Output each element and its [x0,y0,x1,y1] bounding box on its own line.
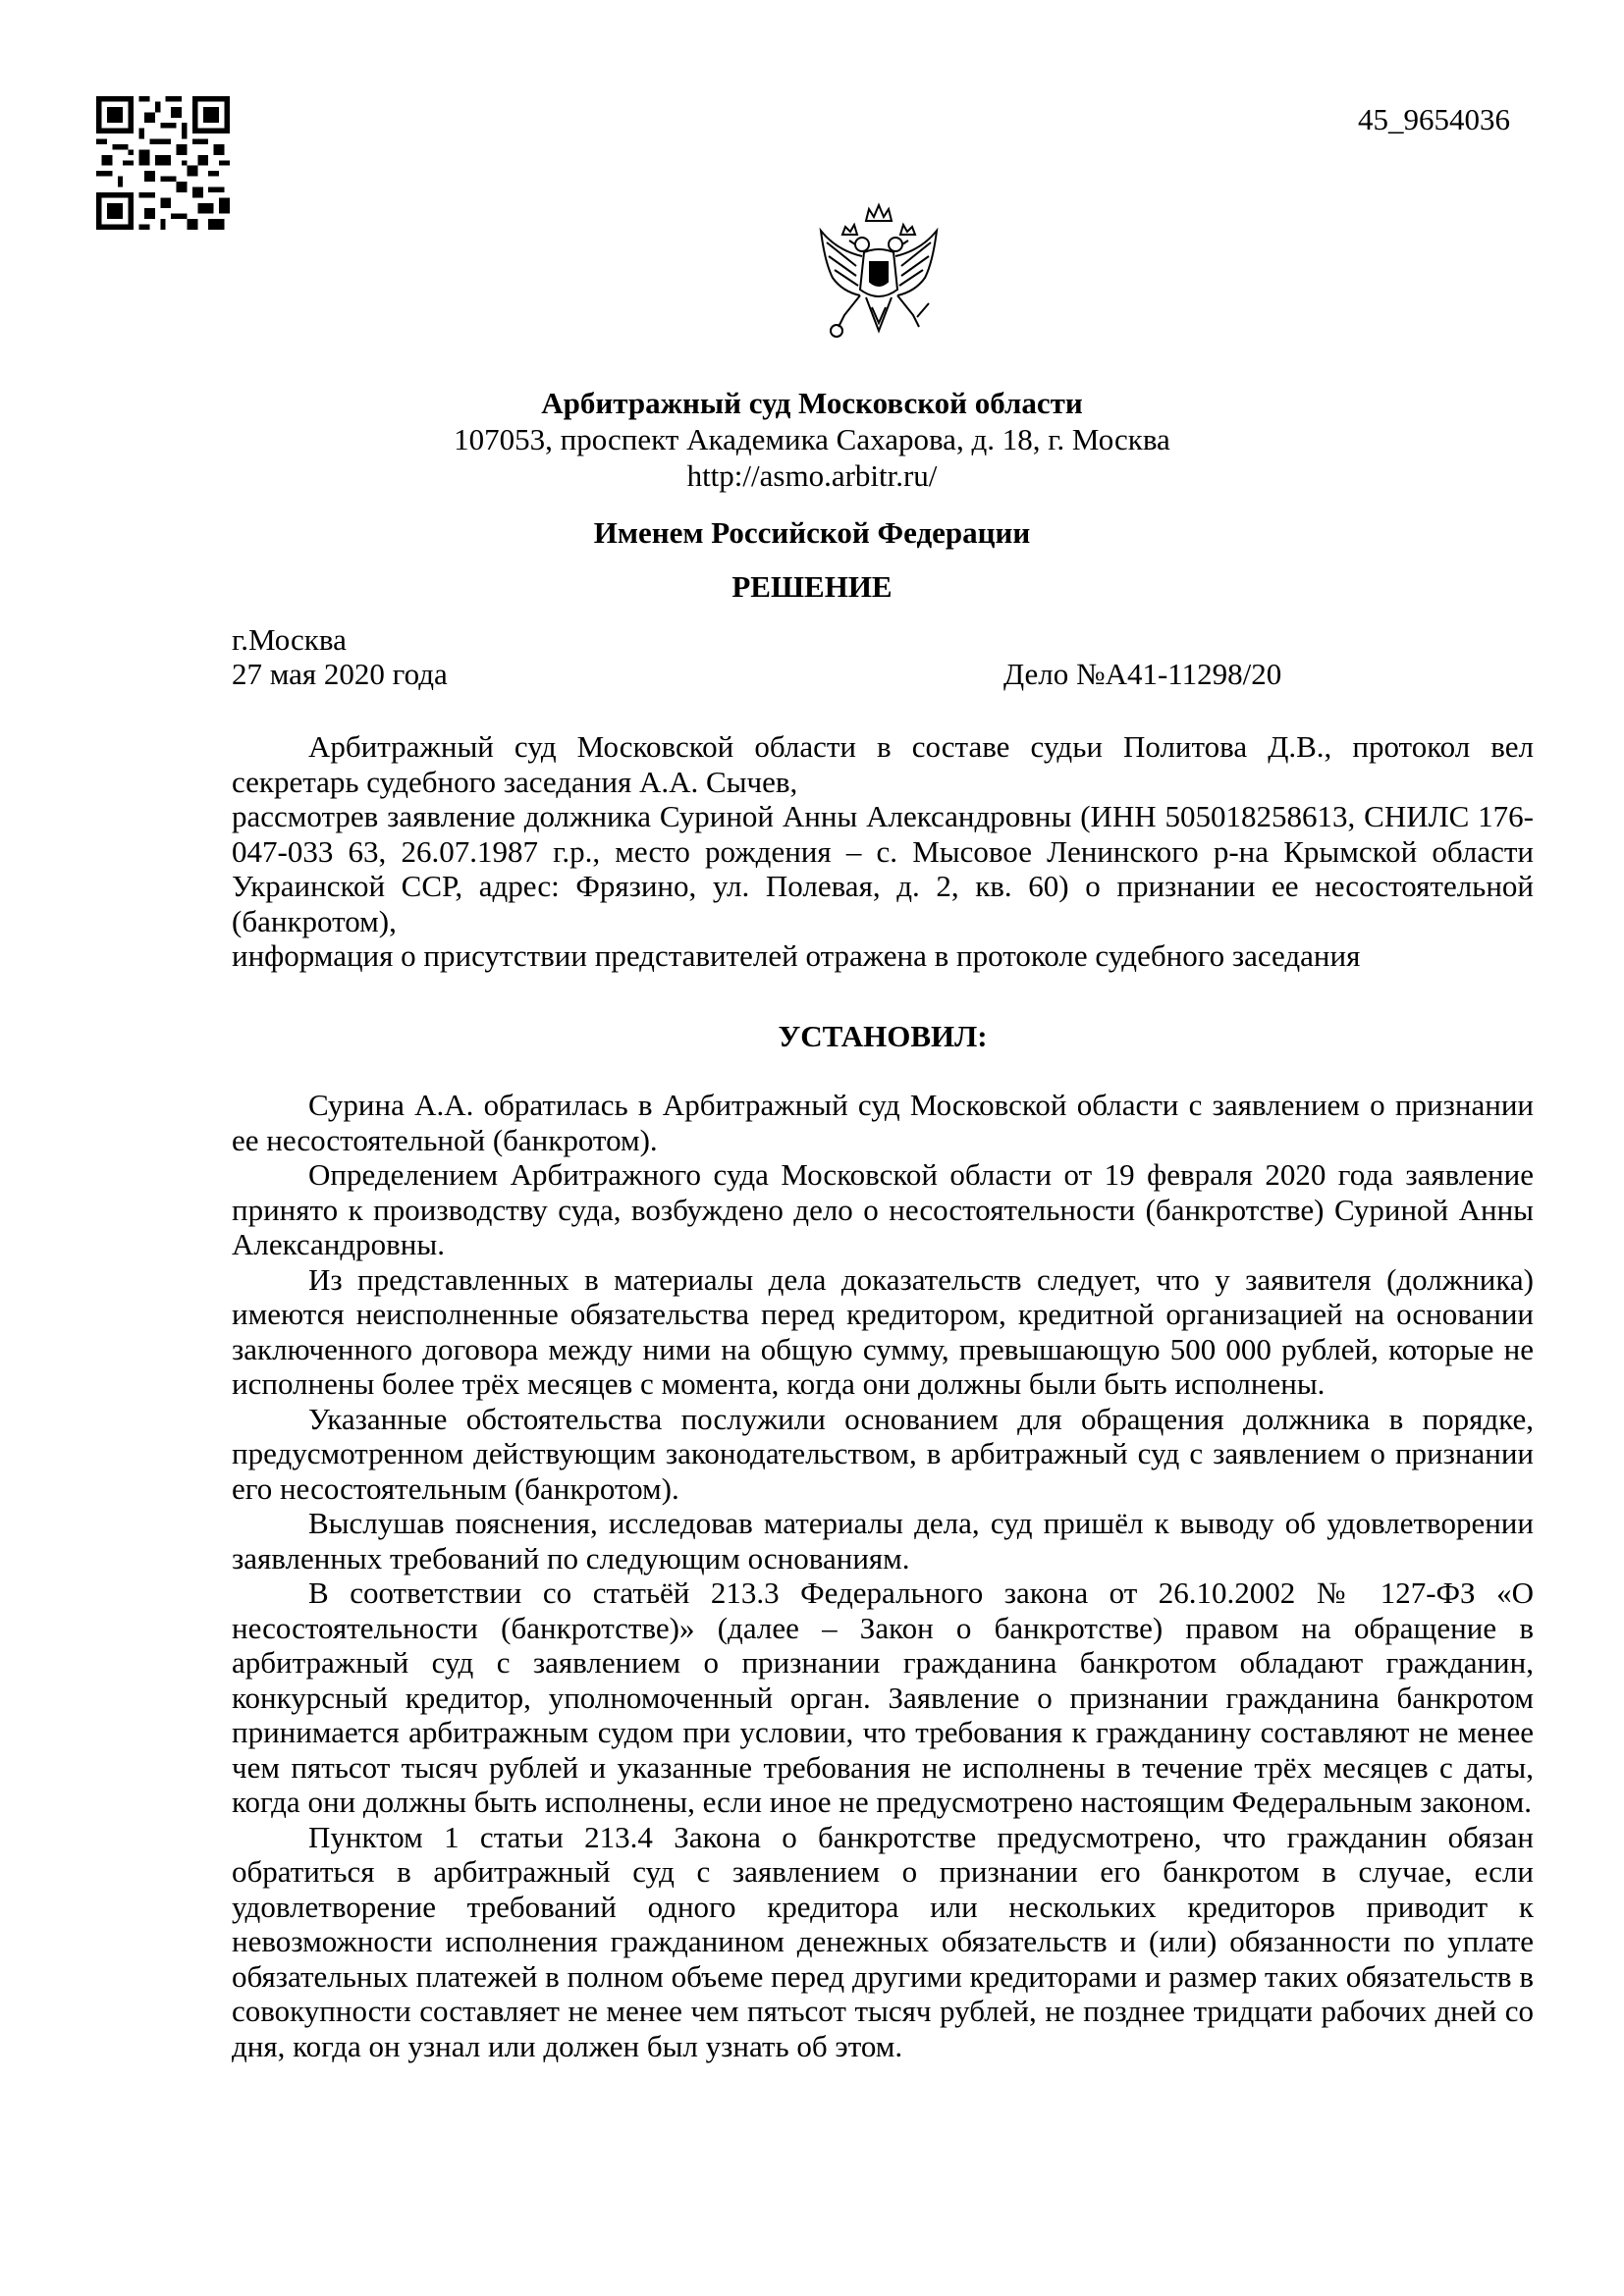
established-heading: УСТАНОВИЛ: [778,1019,988,1053]
body-paragraph: Сурина А.А. обратилась в Арбитражный суд Московской области с заявлением о признании ее несостоятельной (банкротом). [232,1088,1534,1157]
intro-paragraph: Арбитражный суд Московской области в составе судьи Политова Д.В., протокол вел секретарь судебного заседания А.А. Сычев, [232,729,1534,799]
court-address: 107053, проспект Академика Сахарова, д. 18, г. Москва [454,422,1170,456]
body-paragraph: Выслушав пояснения, исследовав материалы дела, суд пришёл к выводу об удовлетворении заявленных требований по следующим основаниям. [232,1506,1534,1575]
body-paragraph: Пунктом 1 статьи 213.4 Закона о банкротстве предусмотрено, что гражданин обязан обратиться в арбитражный суд с заявлением о признании его банкротом в случае, если удовлетворение требований одного кредитора или нескольких кредиторов приводит к невозможности исполнения гражданином денежных обязательств и (или) обязанности по уплате обязательных платежей в полном объеме перед другими кредиторами и размер таких обязательств в совокупности составляет не менее чем пятьсот тысяч рублей, не позднее тридцати рабочих дней со дня, когда он узнал или должен был узнать об этом. [232,1819,1534,2063]
established-section [232,1088,1534,2063]
court-name: Арбитражный суд Московской области [541,386,1083,420]
in-name-of: Именем Российской Федерации [593,515,1031,550]
body-paragraph: Определением Арбитражного суда Московской области от 19 февраля 2020 года заявление принято к производству суда, возбуждено дело о несостоятельности (банкротстве) Суриной Анны Александровны. [232,1157,1534,1261]
body-paragraph: В соответствии со статьёй 213.3 Федерального закона от 26.10.2002 № 127-ФЗ «О несостоятельности (банкротстве)» (далее – Закон о банкротстве) правом на обращение в арбитражный суд с заявлением о признании гражданина банкротом обладают гражданин, конкурсный кредитор, уполномоченный орган. Заявление о признании гражданина банкротом принимается арбитражным судом при условии, что требования к гражданину составляют не менее чем пятьсот тысяч рублей и указанные требования не исполнены в течение трёх месяцев с даты, когда они должны быть исполнены, если иное не предусмотрено настоящим Федеральным законом. [232,1575,1534,1819]
intro-paragraph: информация о присутствии представителей отражена в протоколе судебного заседания [232,938,1361,973]
qr-code-icon [96,96,230,230]
body-paragraph: Указанные обстоятельства послужили основанием для обращения должника в порядке, предусмотренном действующим законодательством, в арбитражный суд с заявлением о признании его несостоятельным (банкротом). [232,1401,1534,1506]
intro-paragraph: рассмотрев заявление должника Суриной Анны Александровны (ИНН 505018258613, СНИЛС 176-047-033 63, 26.07.1987 г.р., место рождения – с. Мысовое Ленинского р-на Крымской области Украинской ССР, адрес: Фрязино, ул. Полевая, д. 2, кв. 60) о признании ее несостоятельной (банкротом), [232,799,1534,938]
coat-of-arms-icon [815,201,943,348]
document-id: 45_9654036 [1358,102,1510,136]
document-type: РЕШЕНИЕ [731,569,893,604]
court-url[interactable]: http://asmo.arbitr.ru/ [686,458,938,493]
place: г.Москва [232,622,347,657]
decision-date: 27 мая 2020 года [232,657,448,691]
body-paragraph: Из представленных в материалы дела доказательств следует, что у заявителя (должника) имеются неисполненные обязательства перед кредитором, кредитной организацией на основании заключенного договора между ними на общую сумму, превышающую 500 000 рублей, которые не исполнены более трёх месяцев с момента, когда они должны были быть исполнены. [232,1261,1534,1401]
intro-section [232,729,1534,974]
case-number: Дело №А41-11298/20 [1003,657,1282,691]
